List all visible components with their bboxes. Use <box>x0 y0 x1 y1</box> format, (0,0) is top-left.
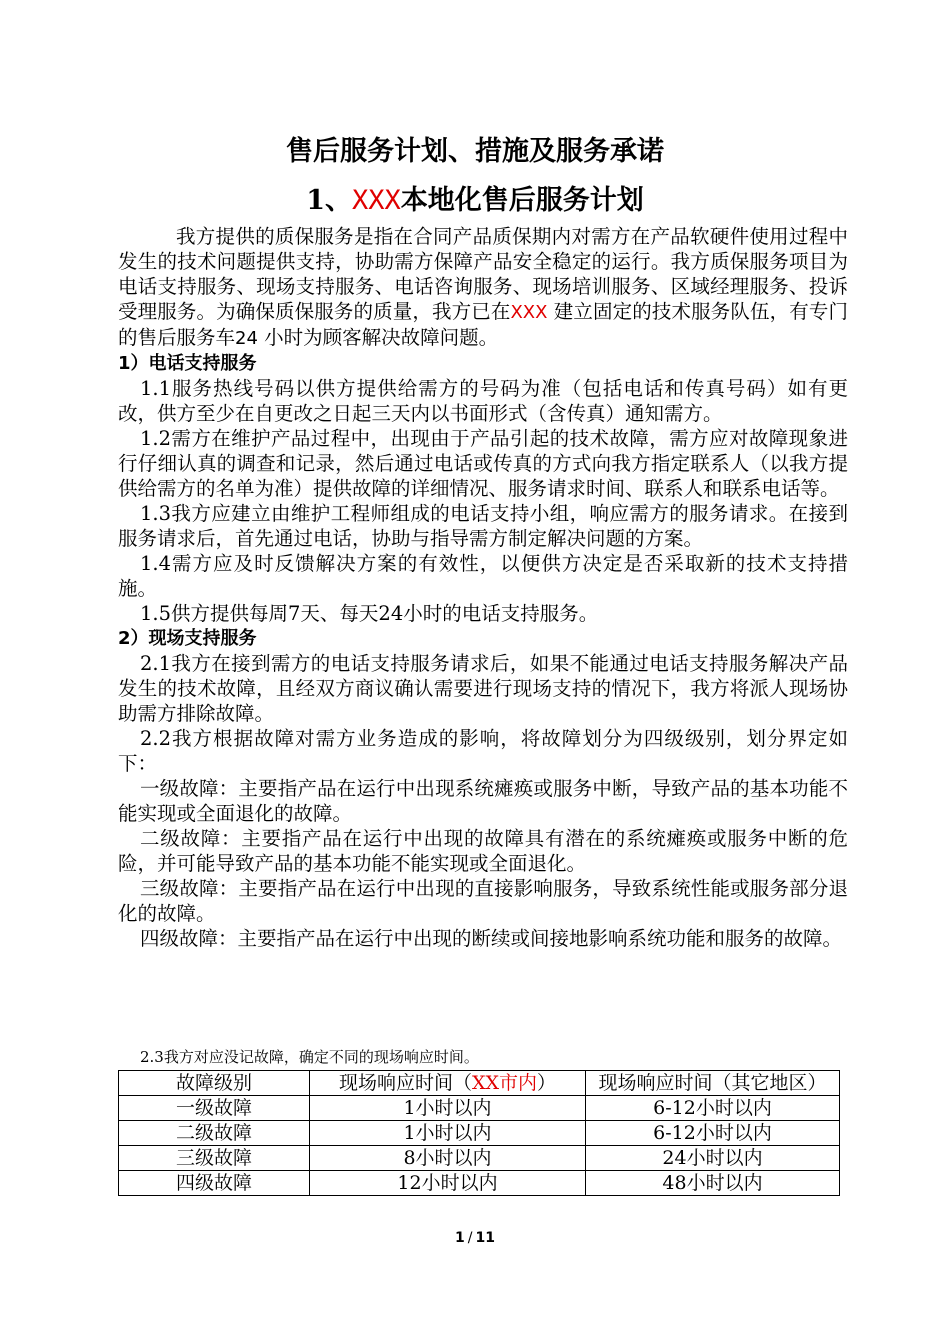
header-local-prefix: 现场响应时间（ <box>338 1071 472 1094</box>
intro-text-3: 小时为顾客解决故障问题。 <box>264 326 499 349</box>
header-local-suffix: ） <box>537 1071 557 1094</box>
fault-level-1-definition: 一级故障：主要指产品在运行中出现系统瘫痪或服务中断，导致产品的基本功能不能实现或全面退化的故障。 <box>118 777 848 825</box>
section-title <box>0 184 950 218</box>
section1-heading: 1）电话支持服务 <box>118 353 257 374</box>
section-number: 1、 <box>306 185 352 216</box>
cell-level: 一级故障 <box>119 1096 310 1121</box>
cell-level: 四级故障 <box>119 1171 310 1196</box>
page-number <box>0 1230 950 1246</box>
cell-local: 1小时以内 <box>310 1096 586 1121</box>
current-page: 1 <box>455 1230 465 1246</box>
document-body <box>118 224 848 951</box>
header-level: 故障级别 <box>119 1071 310 1096</box>
cell-level: 二级故障 <box>119 1121 310 1146</box>
table-row <box>119 1171 840 1196</box>
response-time-table <box>118 1070 840 1196</box>
section1-item: 1.2需方在维护产品过程中，出现由于产品引起的技术故障，需方应对故障现象进行仔细认真的调查和记录，然后通过电话或传真的方式向我方指定联系人（以我方提供给需方的名单为准）提供故障的详细情况、服务请求时间、联系人和联系电话等。 <box>118 427 848 500</box>
cell-other: 6-12小时以内 <box>586 1121 840 1146</box>
cell-other: 48小时以内 <box>586 1171 840 1196</box>
section-highlight: XXX <box>352 185 401 216</box>
cell-other: 6-12小时以内 <box>586 1096 840 1121</box>
fault-level-3-definition: 三级故障：主要指产品在运行中出现的直接影响服务，导致系统性能或服务部分退化的故障。 <box>118 877 848 925</box>
intro-highlight: XXX <box>510 302 548 323</box>
intro-paragraph <box>118 224 848 351</box>
table-caption: 2.3我方对应没记故障，确定不同的现场响应时间。 <box>140 1048 479 1066</box>
section2-item: 2.2我方根据故障对需方业务造成的影响，将故障划分为四级级别，划分界定如下： <box>118 727 848 775</box>
section2-heading: 2）现场支持服务 <box>118 628 257 649</box>
section1-item: 1.1服务热线号码以供方提供给需方的号码为准（包括电话和传真号码）如有更改，供方至少在自更改之日起三天内以书面形式（含传真）通知需方。 <box>118 377 848 425</box>
cell-level: 三级故障 <box>119 1146 310 1171</box>
header-other: 现场响应时间（其它地区） <box>586 1071 840 1096</box>
section1-item: 1.5供方提供每周7天、每天24小时的电话支持服务。 <box>140 602 599 625</box>
section-title-text: 本地化售后服务计划 <box>400 185 644 216</box>
table-row <box>119 1096 840 1121</box>
fault-level-4-definition: 四级故障：主要指产品在运行中出现的断续或间接地影响系统功能和服务的故障。 <box>140 927 843 950</box>
document-title: 售后服务计划、措施及服务承诺 <box>286 136 664 167</box>
section1-item: 1.4需方应及时反馈解决方案的有效性，以便供方决定是否采取新的技术支持措施。 <box>118 552 848 600</box>
table-row <box>119 1146 840 1171</box>
section1-item: 1.3我方应建立由维护工程师组成的电话支持小组，响应需方的服务请求。在接到服务请求后，首先通过电话，协助与指导需方制定解决问题的方案。 <box>118 502 848 550</box>
intro-hours: 24 <box>235 328 258 349</box>
cell-local: 12小时以内 <box>310 1171 586 1196</box>
table-row <box>119 1121 840 1146</box>
intro-text-2: 建立固定的技术服务队伍，有专门的售后服务车 <box>118 300 848 349</box>
intro-text-1: 我方提供的质保服务是指在合同产品质保期内对需方在产品软硬件使用过程中发生的技术问题提供支持，协助需方保障产品安全稳定的运行。我方质保服务项目为电话支持服务、现场支持服务、电话咨询服务、现场培训服务、区域经理服务、投诉受理服务。为确保质保服务的质量，我方已在 <box>118 225 848 323</box>
page-separator: / <box>467 1230 473 1246</box>
cell-local: 1小时以内 <box>310 1121 586 1146</box>
total-pages: 11 <box>475 1230 495 1246</box>
fault-level-2-definition: 二级故障：主要指产品在运行中出现的故障具有潜在的系统瘫痪或服务中断的危险，并可能导致产品的基本功能不能实现或全面退化。 <box>118 827 848 875</box>
table-header-row <box>119 1071 840 1096</box>
section2-item: 2.1我方在接到需方的电话支持服务请求后，如果不能通过电话支持服务解决产品发生的技术故障，且经双方商议确认需要进行现场支持的情况下，我方将派人现场协助需方排除故障。 <box>118 652 848 725</box>
cell-other: 24小时以内 <box>586 1146 840 1171</box>
header-local <box>310 1071 586 1096</box>
header-local-highlight: XX市内 <box>471 1071 538 1094</box>
cell-local: 8小时以内 <box>310 1146 586 1171</box>
